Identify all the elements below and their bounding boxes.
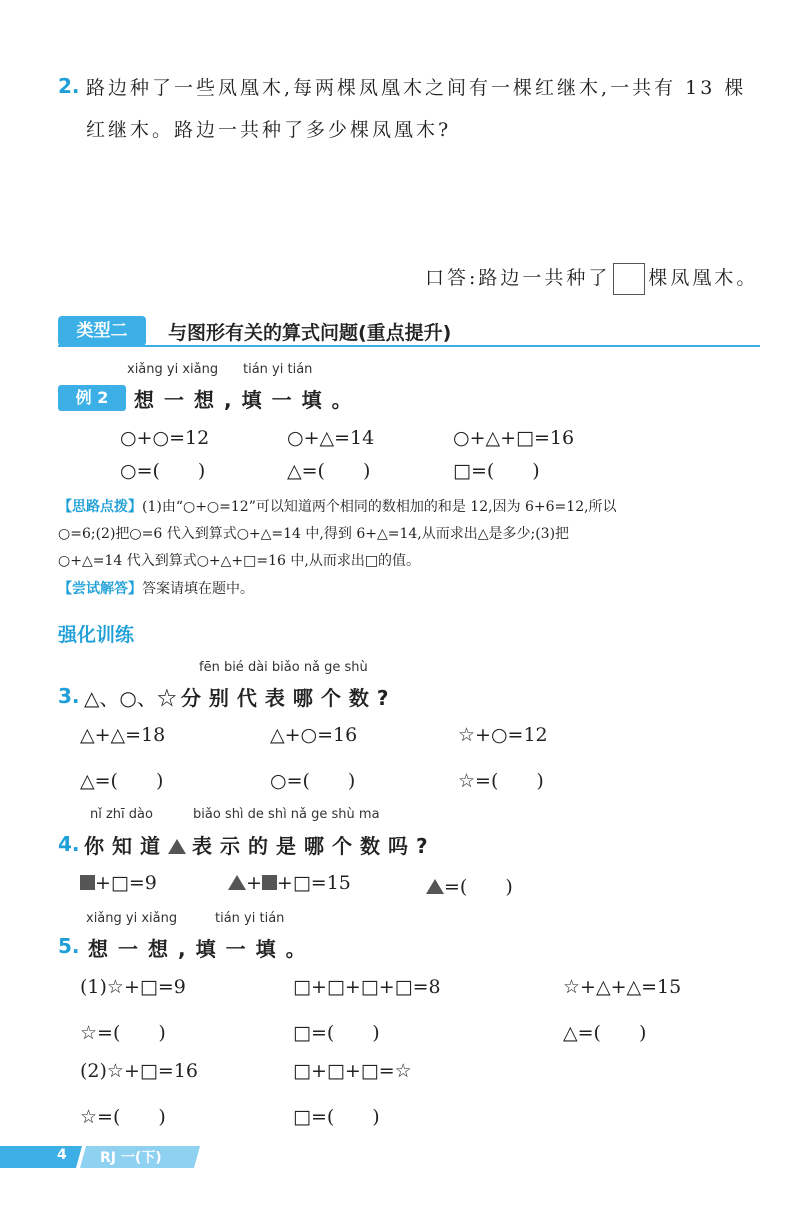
solid-square-icon xyxy=(262,875,277,890)
equation: ○+○=12 xyxy=(120,427,210,449)
pinyin: tián yi tián xyxy=(215,911,285,926)
pinyin: xiǎng yi xiǎng xyxy=(127,362,219,377)
equation: △+○=16 xyxy=(270,724,358,746)
answer-blank[interactable]: ☆=( ) xyxy=(458,770,544,792)
section-divider xyxy=(58,345,760,347)
title-text: 表示的是哪个数吗? xyxy=(192,834,436,858)
answer-line xyxy=(425,263,758,295)
hint-text: (1)由“○+○=12”可以知道两个相同的数相加的和是 12,因为 6+6=12,所以 xyxy=(142,499,617,515)
question-number: 5. xyxy=(58,934,80,958)
equation xyxy=(80,872,157,894)
equation: ☆+△+△=15 xyxy=(563,976,682,998)
equation-text: +□=15 xyxy=(276,872,351,894)
hint-line xyxy=(58,494,617,521)
equation: □+□+□+□=8 xyxy=(293,976,441,998)
example-title: 想一想,填一填。 xyxy=(134,388,362,412)
equation: ○+△=14 xyxy=(287,427,375,449)
hint-tag: 【思路点拨】 xyxy=(58,499,142,515)
solid-triangle-icon xyxy=(426,879,444,894)
question-text: 路边种了一些凤凰木,每两棵凤凰木之间有一棵红继木,一共有 13 棵 xyxy=(86,77,747,99)
answer-blank[interactable]: △=( ) xyxy=(563,1022,647,1044)
answer-blank[interactable]: □=( ) xyxy=(293,1022,380,1044)
answer-suffix: 棵凤凰木。 xyxy=(648,267,759,289)
pinyin: tián yi tián xyxy=(243,362,313,377)
question-text: 红继木。路边一共种了多少棵凤凰木? xyxy=(86,119,452,141)
question-number: 3. xyxy=(58,684,80,708)
page-number: 4 xyxy=(57,1147,67,1163)
pinyin: xiǎng yi xiǎng xyxy=(86,911,178,926)
question-number: 4. xyxy=(58,832,80,856)
title-text: 分别代表哪个数? xyxy=(180,686,397,710)
solid-square-icon xyxy=(80,875,95,890)
equation-text: =( ) xyxy=(444,876,513,898)
answer-blank[interactable]: △=( ) xyxy=(80,770,164,792)
grade-label: RJ 一(下) xyxy=(100,1150,162,1166)
answer-blank[interactable]: ○=( ) xyxy=(120,460,206,482)
equation xyxy=(228,872,351,894)
answer-blank[interactable]: □=( ) xyxy=(453,460,540,482)
equation: ○+△+□=16 xyxy=(453,427,575,449)
drill-title: 强化训练 xyxy=(58,624,135,646)
try-tag: 【尝试解答】 xyxy=(58,581,142,597)
question-title: 想一想,填一填。 xyxy=(88,937,316,961)
hint-text: ○=6;(2)把○=6 代入到算式○+△=14 中,得到 6+△=14,从而求出△是多少;(3)把 xyxy=(58,526,570,542)
equation-text: + xyxy=(246,872,262,894)
answer-prefix: 口答:路边一共种了 xyxy=(425,267,611,289)
answer-blank[interactable]: ☆=( ) xyxy=(80,1106,166,1128)
equation: (2)☆+□=16 xyxy=(80,1060,198,1082)
symbol-list: △、○、☆ xyxy=(84,686,177,710)
answer-blank[interactable]: △=( ) xyxy=(287,460,371,482)
answer-box[interactable] xyxy=(613,263,645,295)
answer-blank[interactable]: ☆=( ) xyxy=(80,1022,166,1044)
equation: □+□+□=☆ xyxy=(293,1060,412,1082)
try-text: 答案请填在题中。 xyxy=(142,581,254,597)
equation: ☆+○=12 xyxy=(458,724,548,746)
pinyin: nǐ zhī dào xyxy=(90,807,153,822)
question-number: 2. xyxy=(58,74,80,98)
answer-blank[interactable]: □=( ) xyxy=(293,1106,380,1128)
equation: △+△=18 xyxy=(80,724,166,746)
solid-triangle-icon xyxy=(168,839,186,854)
question-title xyxy=(84,682,396,711)
question-title xyxy=(84,830,436,859)
section-title: 与图形有关的算式问题(重点提升) xyxy=(168,322,452,344)
equation-text: +□=9 xyxy=(95,872,157,894)
equation: (1)☆+□=9 xyxy=(80,976,186,998)
type-tag: 类型二 xyxy=(58,316,146,346)
pinyin: biǎo shì de shì nǎ ge shù ma xyxy=(193,807,380,822)
answer-blank[interactable]: ○=( ) xyxy=(270,770,356,792)
pinyin: fēn bié dài biǎo nǎ ge shù xyxy=(199,660,368,675)
example-tag: 例 2 xyxy=(58,385,126,411)
hint-text: ○+△=14 代入到算式○+△+□=16 中,从而求出□的值。 xyxy=(58,553,421,569)
answer-blank[interactable] xyxy=(426,872,513,899)
solid-triangle-icon xyxy=(228,875,246,890)
try-line xyxy=(58,576,254,603)
title-text: 你知道 xyxy=(84,834,168,858)
